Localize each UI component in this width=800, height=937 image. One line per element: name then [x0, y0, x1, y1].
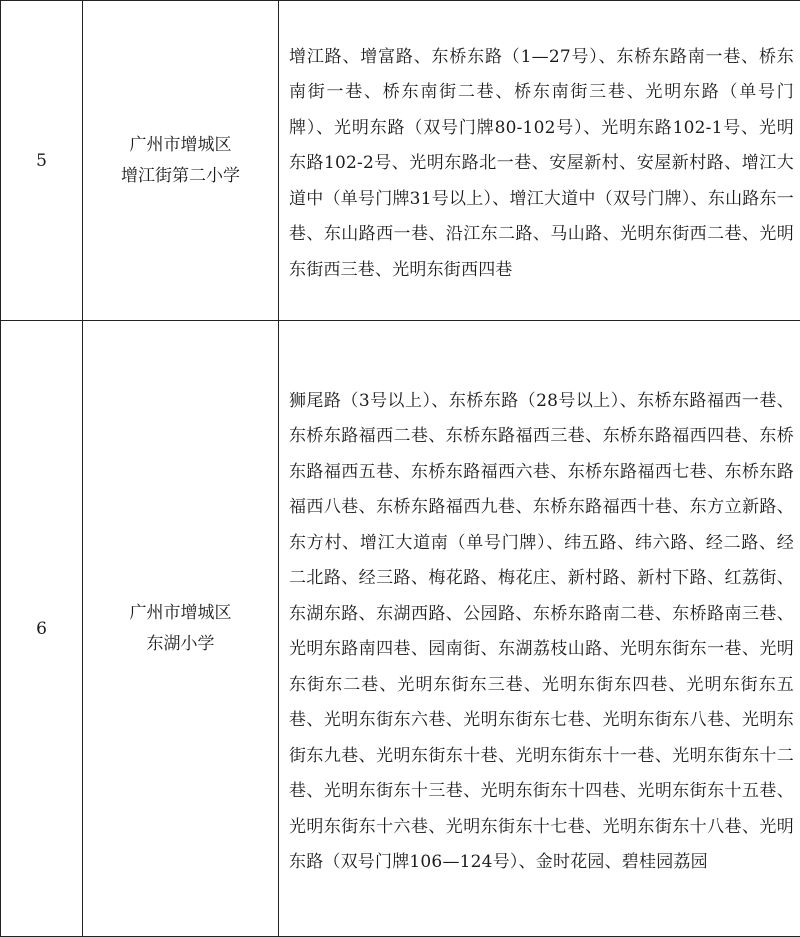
school-name [83, 1, 279, 321]
street-list: 狮尾路（3号以上）、东桥东路（28号以上）、东桥东路福西一巷、东桥东路福西二巷、东桥东路福西三巷、东桥东路福西四巷、东桥东路福西五巷、东桥东路福西六巷、东桥东路福西七巷、东桥东路福西八巷、东桥东路福西九巷、东桥东路福西十巷、东方立新路、东方村、增江大道南（单号门牌）、纬五路、纬六路、经二路、经二北路、经三路、梅花路、梅花庄、新村路、新村下路、红荔街、东湖东路、东湖西路、公园路、东桥东路南二巷、东桥路南三巷、光明东路南四巷、园南街、东湖荔枝山路、光明东街东一巷、光明东街东二巷、光明东街东三巷、光明东街东四巷、光明东街东五巷、光明东街东六巷、光明东街东七巷、光明东街东八巷、光明东街东九巷、光明东街东十巷、光明东街东十一巷、光明东街东十二巷、光明东街东十三巷、光明东街东十四巷、光明东街东十五巷、光明东街东十六巷、光明东街东十七巷、光明东街东十八巷、光明东路（双号门牌106—124号）、金时花园、碧桂园荔园 [279, 321, 800, 937]
table-row [1, 1, 800, 321]
table-row [1, 321, 800, 937]
school-name-line1: 广州市增城区 [83, 598, 278, 629]
street-list: 增江路、增富路、东桥东路（1—27号）、东桥东路南一巷、桥东南街一巷、桥东南街二巷、桥东南街三巷、光明东路（单号门牌）、光明东路（双号门牌80-102号）、光明东路102-1号、光明东路102-2号、光明东路北一巷、安屋新村、安屋新村路、增江大道中（单号门牌31号以上）、增江大道中（双号门牌）、东山路东一巷、东山路西一巷、沿江东二路、马山路、光明东街西二巷、光明东街西三巷、光明东街西四巷 [279, 1, 800, 321]
school-name [83, 321, 279, 937]
school-name-line2: 东湖小学 [83, 629, 278, 660]
row-number: 5 [1, 1, 83, 321]
school-name-line1: 广州市增城区 [83, 130, 278, 161]
row-number: 6 [1, 321, 83, 937]
school-name-line2: 增江街第二小学 [83, 161, 278, 192]
